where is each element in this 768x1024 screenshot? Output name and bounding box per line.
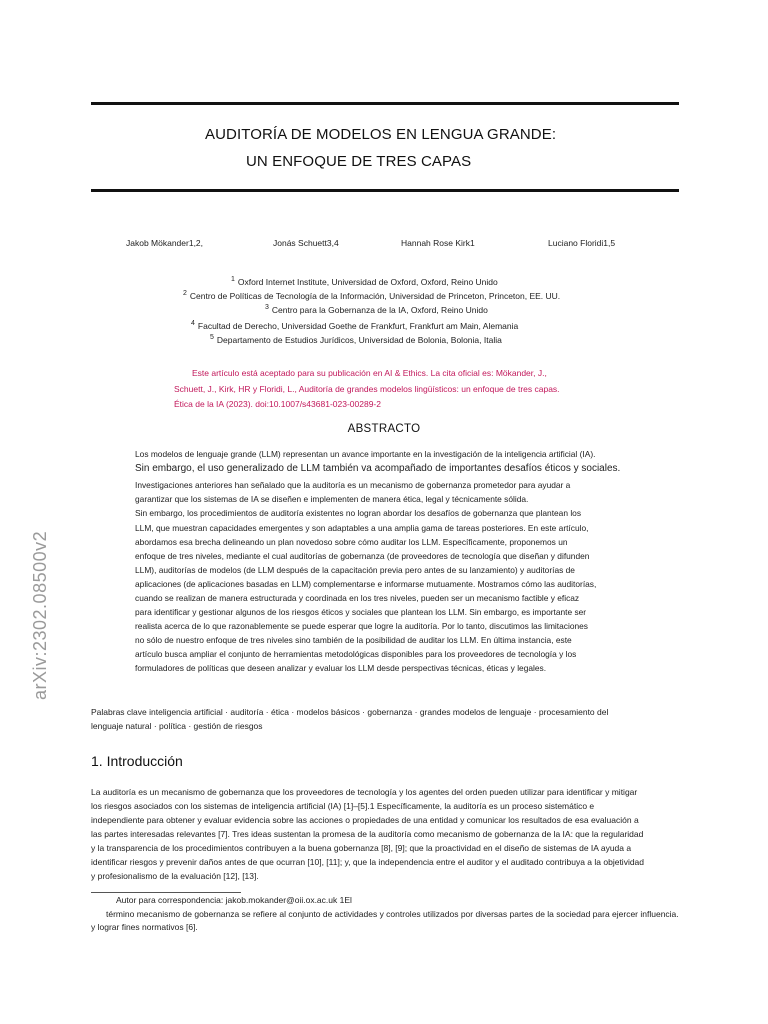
title-bottom-rule xyxy=(91,189,679,192)
affiliation-text: Centro de Políticas de Tecnología de la Información, Universidad de Princeton, Princeton, EE. UU. xyxy=(189,291,561,301)
abstract-line: Sin embargo, el uso generalizado de LLM también va acompañado de importantes desafíos éticos y sociales. xyxy=(135,463,621,474)
title-top-rule xyxy=(91,102,679,105)
footnote-1-line-2: y lograr fines normativos [6]. xyxy=(91,922,198,932)
keywords-line-2: lenguaje natural · política · gestión de riesgos xyxy=(91,721,263,731)
intro-line: La auditoría es un mecanismo de gobernanza que los proveedores de tecnología y los agentes del orden pueden utilizar para identificar y mitigar xyxy=(91,787,638,797)
abstract-line: no sólo de nuestro enfoque de tres niveles sino también de la posibilidad de auditar los LLM. En última instancia, este xyxy=(135,635,572,645)
author-3: Hannah Rose Kirk1 xyxy=(401,238,475,248)
affiliation-3 xyxy=(265,304,488,315)
affiliation-text: Departamento de Estudios Jurídicos, Universidad de Bolonia, Bolonia, Italia xyxy=(216,335,502,345)
affiliation-4 xyxy=(191,320,518,331)
abstract-line: formuladores de políticas que deseen analizar y evaluar los LLM desde perspectivas técnicas, éticas y legales. xyxy=(135,663,547,673)
intro-line: y profesionalismo de la evaluación [12], [13]. xyxy=(91,871,259,881)
abstract-line: LLM), auditorías de modelos (de LLM después de la capacitación previa pero antes de su lanzamiento) y auditorías de xyxy=(135,565,575,575)
section-heading-introduction: 1. Introducción xyxy=(91,753,183,769)
footnote-1-line-1: término mecanismo de gobernanza se refiere al conjunto de actividades y controles utilizados por diversas partes de la sociedad para ejercer influencia. xyxy=(106,909,679,919)
abstract-line: enfoque de tres niveles, mediante el cual auditorías de gobernanza (de proveedores de tecnología que diseñan y difunden xyxy=(135,551,590,561)
author-2: Jonás Schuett3,4 xyxy=(273,238,339,248)
affiliation-text: Oxford Internet Institute, Universidad de Oxford, Oxford, Reino Unido xyxy=(237,277,498,287)
abstract-line: Investigaciones anteriores han señalado que la auditoría es un mecanismo de gobernanza prometedor para ayudar a xyxy=(135,480,571,490)
citation-line-2: Schuett, J., Kirk, HR y Floridi, L., Auditoría de grandes modelos lingüísticos: un enfoque de tres capas. xyxy=(174,384,560,394)
affiliation-1 xyxy=(231,276,498,287)
affiliation-number: 2 xyxy=(183,290,187,297)
affiliation-number: 3 xyxy=(265,304,269,311)
footnote-correspondence: Autor para correspondencia: jakob.mokander@oii.ox.ac.uk 1El xyxy=(116,895,352,905)
citation-line-3: Ética de la IA (2023). doi:10.1007/s43681-023-00289-2 xyxy=(174,399,381,409)
affiliation-number: 1 xyxy=(231,276,235,283)
intro-line: las partes interesadas relevantes [7]. Tres ideas sustentan la promesa de la auditoría como mecanismo de gobernanza de la IA: que la regularidad xyxy=(91,829,644,839)
abstract-line: aplicaciones (de aplicaciones basadas en LLM) complementarse e informarse mutuamente. Mostramos cómo las auditorías, xyxy=(135,579,597,589)
intro-line: identificar riesgos y prevenir daños antes de que ocurran [10], [11]; y, que la independencia entre el auditor y el auditado contribuya a la objetividad xyxy=(91,857,645,867)
abstract-line: Los modelos de lenguaje grande (LLM) representan un avance importante en la investigación de la inteligencia artificial (IA). xyxy=(135,449,596,459)
intro-line: los riesgos asociados con los sistemas de inteligencia artificial (IA) [1]–[5].1 Específicamente, la auditoría es un proceso sistemático e xyxy=(91,801,595,811)
affiliation-number: 5 xyxy=(210,334,214,341)
intro-line: independiente para obtener y evaluar evidencia sobre las acciones o propiedades de una entidad y comunicar los resultados de esa evaluación a xyxy=(91,815,639,825)
affiliation-5 xyxy=(210,334,502,345)
affiliation-2 xyxy=(183,290,560,301)
footnote-rule xyxy=(91,892,241,893)
abstract-line: abordamos esa brecha delineando un plan novedoso sobre cómo auditar los LLM. Específicamente, proponemos un xyxy=(135,537,568,547)
abstract-line: realista acerca de lo que razonablemente se puede esperar que logre la auditoría. Por lo tanto, discutimos las limitaciones xyxy=(135,621,588,631)
affiliation-text: Facultad de Derecho, Universidad Goethe de Frankfurt, Frankfurt am Main, Alemania xyxy=(197,321,519,331)
keywords-line-1: Palabras clave inteligencia artificial · auditoría · ética · modelos básicos · gobernanza · grandes modelos de lenguaje · procesamiento del xyxy=(91,707,609,717)
paper-title-line-1: AUDITORÍA DE MODELOS EN LENGUA GRANDE: xyxy=(205,126,557,143)
abstract-line: garantizar que los sistemas de IA se diseñen e implementen de manera ética, legal y técnicamente sólida. xyxy=(135,494,529,504)
author-4: Luciano Floridi1,5 xyxy=(548,238,616,248)
abstract-line: Sin embargo, los procedimientos de auditoría existentes no logran abordar los desafíos de gobernanza que plantean los xyxy=(135,508,582,518)
abstract-heading: ABSTRACTO xyxy=(347,423,421,435)
abstract-line: artículo busca ampliar el conjunto de herramientas metodológicas disponibles para los proveedores de tecnología y los xyxy=(135,649,577,659)
paper-title-line-2: UN ENFOQUE DE TRES CAPAS xyxy=(246,153,472,170)
affiliation-text: Centro para la Gobernanza de la IA, Oxford, Reino Unido xyxy=(271,305,488,315)
author-1: Jakob Mökander1,2, xyxy=(126,238,204,248)
arxiv-stamp: arXiv:2302.08500v2 xyxy=(30,530,50,700)
abstract-line: para identificar y gestionar algunos de los riesgos éticos y sociales que plantean los LLM. Sin embargo, es importante ser xyxy=(135,607,587,617)
abstract-line: LLM, que muestran capacidades emergentes y son adaptables a una amplia gama de tareas posteriores. En este artículo, xyxy=(135,523,589,533)
abstract-line: cuando se realizan de manera estructurada y coordinada en los tres niveles, pueden ser un mecanismo factible y eficaz xyxy=(135,593,580,603)
affiliation-number: 4 xyxy=(191,320,195,327)
intro-line: y la transparencia de los procedimientos contribuyen a la buena gobernanza [8], [9]; que la proactividad en el diseño de sistemas de IA ayuda a xyxy=(91,843,632,853)
citation-line-1: Este artículo está aceptado para su publicación en AI & Ethics. La cita oficial es: Mökander, J., xyxy=(192,368,547,378)
